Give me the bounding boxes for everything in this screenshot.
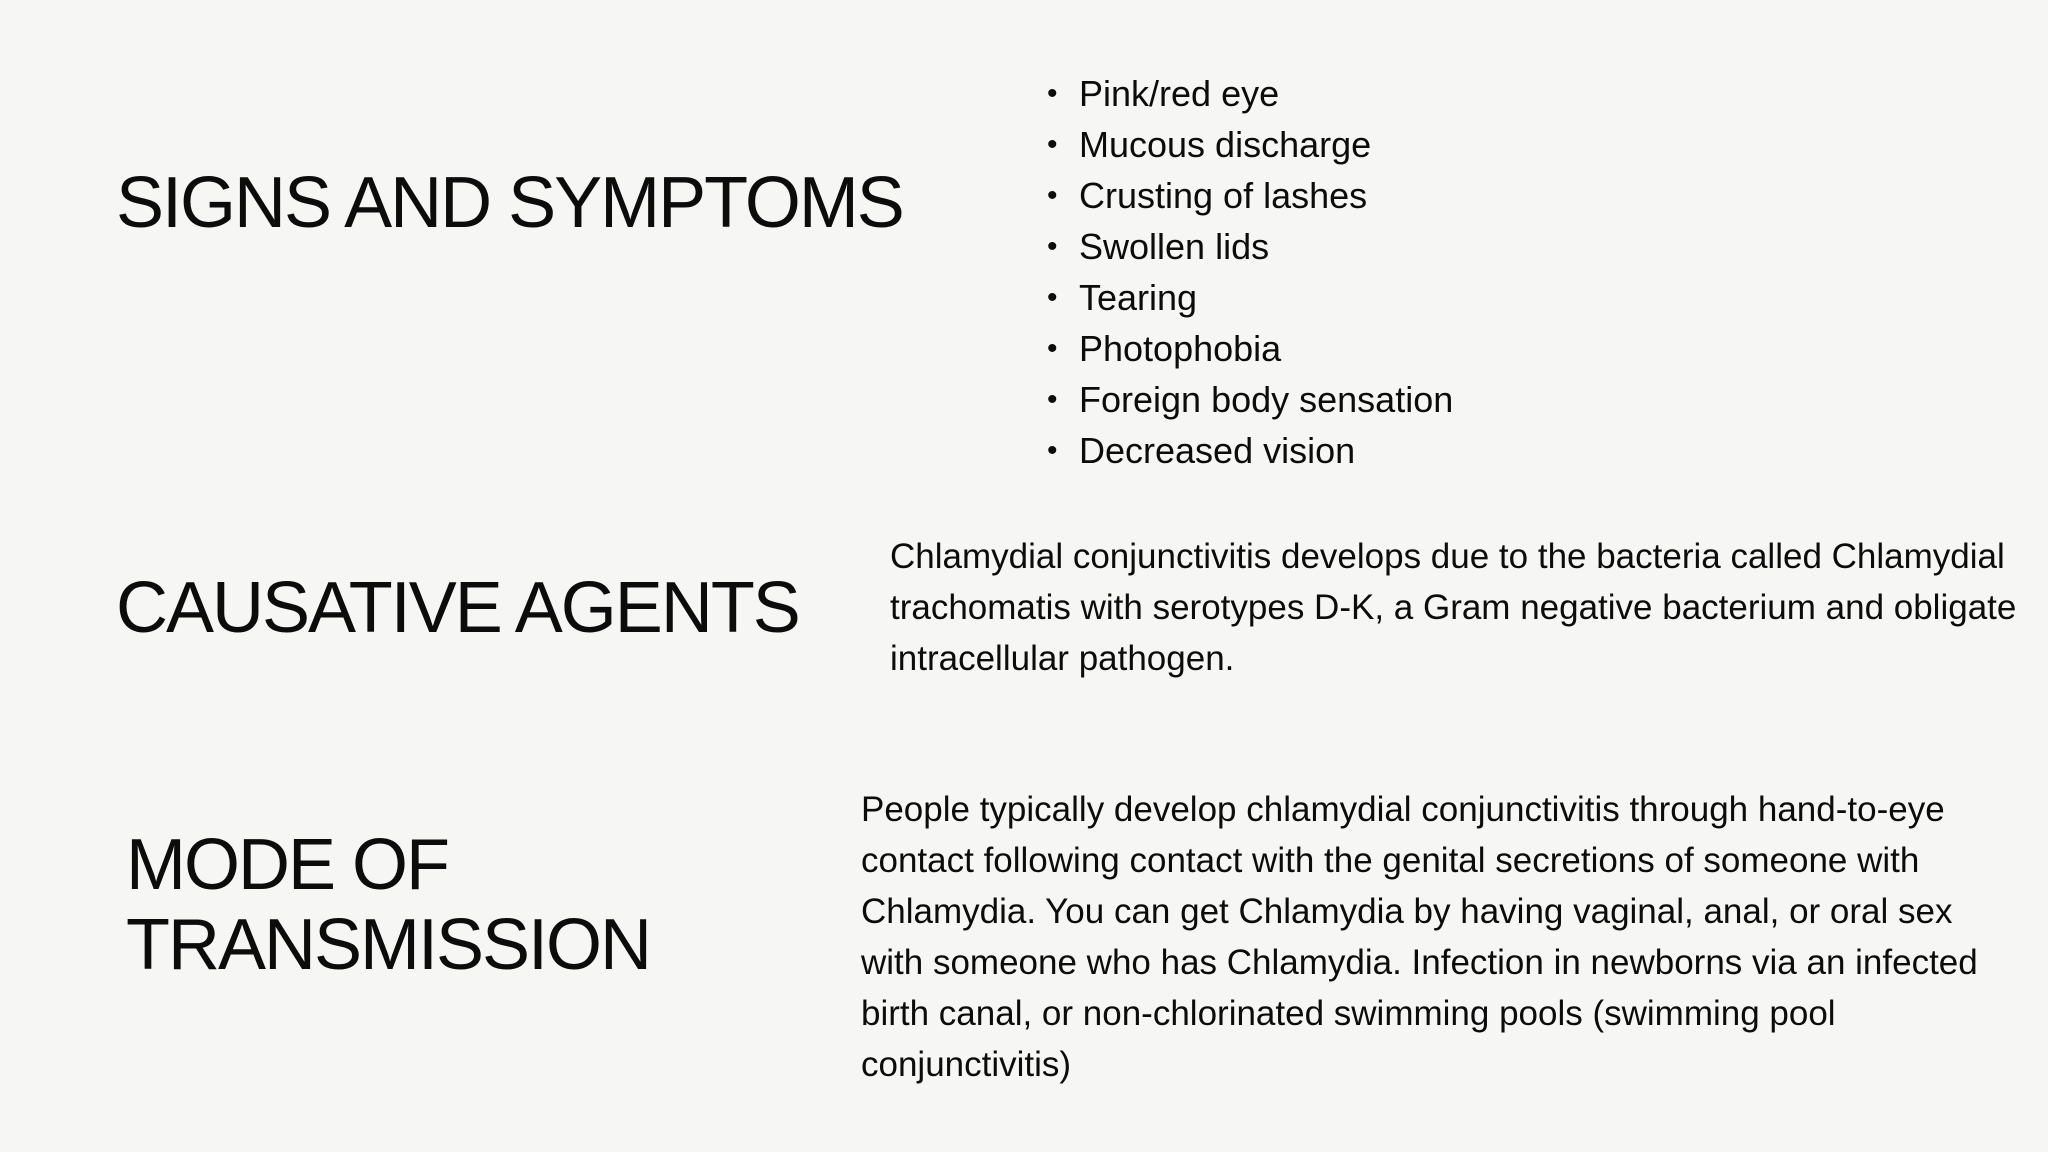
list-item: [1047, 374, 1453, 425]
list-item: [1047, 119, 1453, 170]
list-item: [1047, 425, 1453, 476]
bullet-icon: •: [1047, 128, 1058, 161]
list-item-label: Swollen lids: [1079, 226, 1270, 267]
list-item-label: Mucous discharge: [1079, 124, 1372, 165]
list-item-label: Decreased vision: [1079, 430, 1356, 471]
list-item-label: Crusting of lashes: [1079, 175, 1368, 216]
bullet-icon: •: [1047, 383, 1058, 416]
list-item: [1047, 170, 1453, 221]
list-item-label: Photophobia: [1079, 328, 1282, 369]
symptom-list: [1047, 68, 1453, 476]
causative-agents-text: Chlamydial conjunctivitis develops due to the bacteria called Chlamydial trachomatis with serotypes D-K, a Gram negative bacterium and obligate intracellular pathogen.: [890, 537, 2017, 678]
bullet-icon: •: [1047, 230, 1058, 263]
bullet-icon: •: [1047, 77, 1058, 110]
list-item-label: Foreign body sensation: [1079, 379, 1454, 420]
mode-of-transmission-heading: MODE OF TRANSMISSION: [126, 825, 651, 985]
list-item: [1047, 221, 1453, 272]
list-item-label: Tearing: [1079, 277, 1198, 318]
signs-and-symptoms-heading: SIGNS AND SYMPTOMS: [116, 163, 903, 243]
bullet-icon: •: [1047, 434, 1058, 467]
causative-agents-heading: CAUSATIVE AGENTS: [116, 568, 799, 648]
list-item: [1047, 323, 1453, 374]
list-item-label: Pink/red eye: [1079, 73, 1280, 114]
list-item: [1047, 272, 1453, 323]
list-item: [1047, 68, 1453, 119]
bullet-icon: •: [1047, 179, 1058, 212]
mode-of-transmission-text: People typically develop chlamydial conjunctivitis through hand-to-eye contact following contact with the genital secretions of someone with Chlamydia. You can get Chlamydia by having vaginal, anal, or oral sex with someone who has Chlamydia. Infection in newborns via an infected birth canal, or non-chlorinated swimming pools (swimming pool conjunctivitis): [861, 790, 1978, 1084]
bullet-icon: •: [1047, 332, 1058, 365]
bullet-icon: •: [1047, 281, 1058, 314]
